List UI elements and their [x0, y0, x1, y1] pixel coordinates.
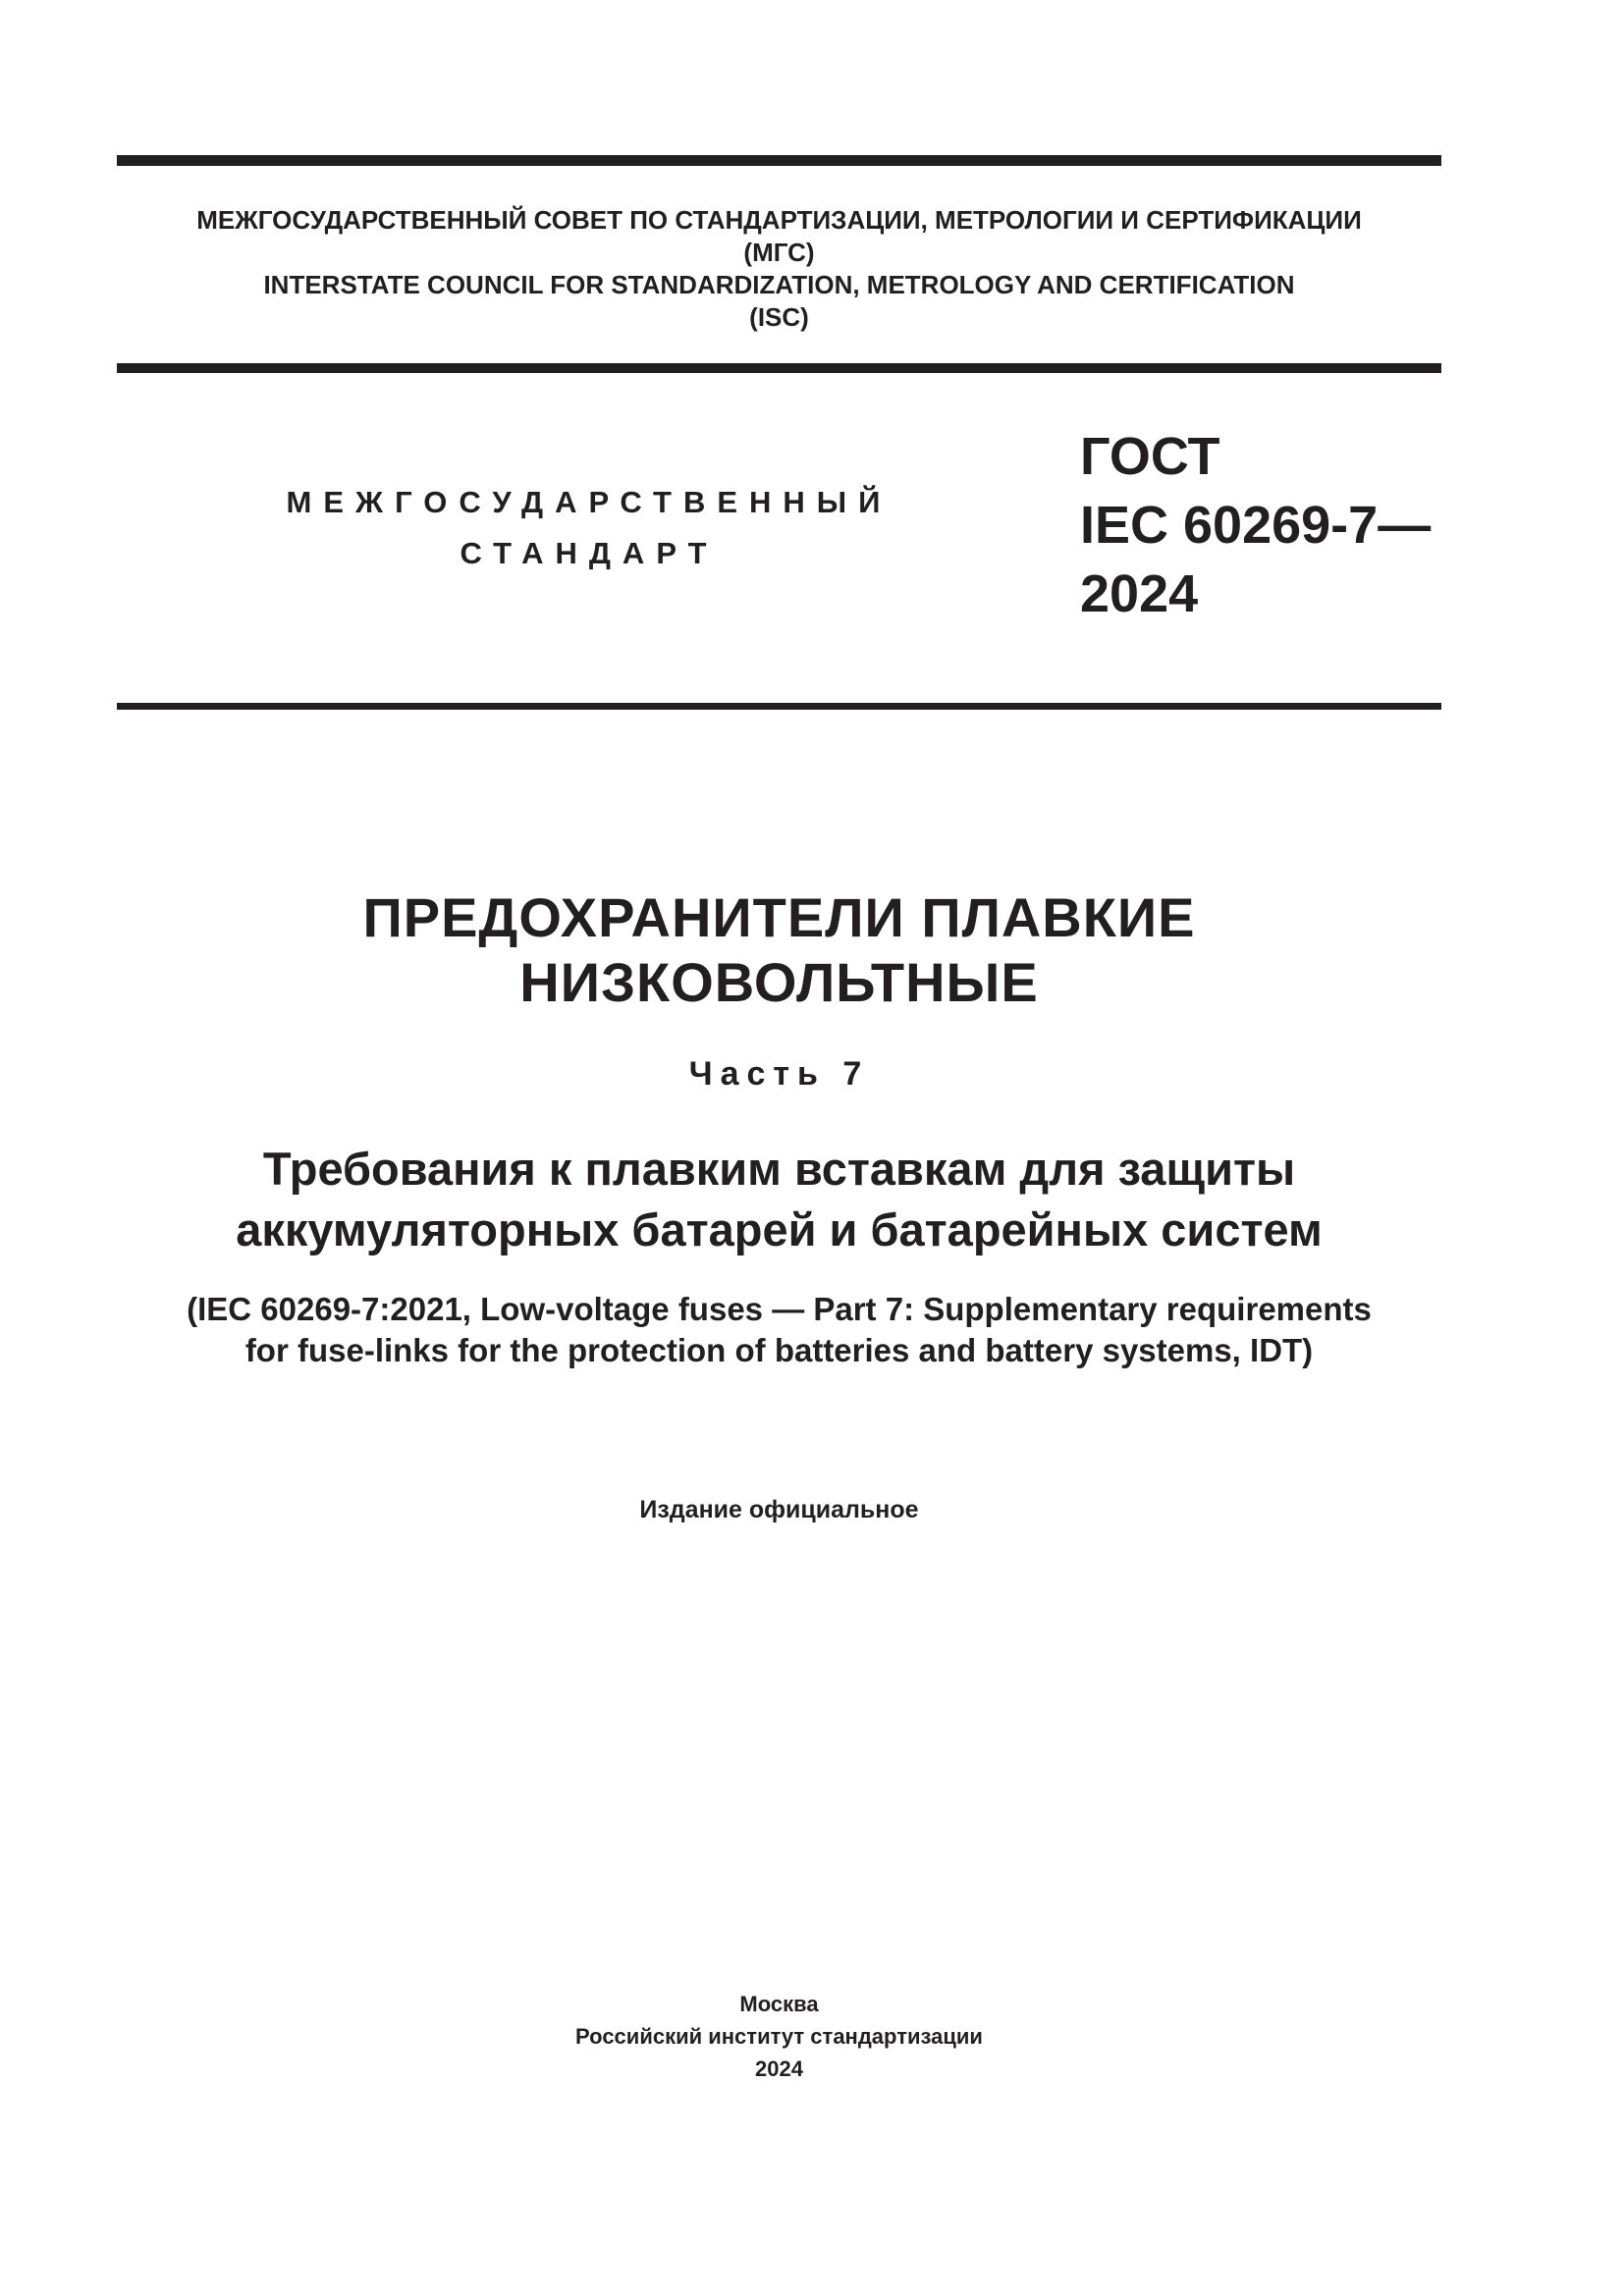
document-subtitle-line2: аккумуляторных батарей и батарейных систем — [236, 1203, 1323, 1255]
council-header — [117, 204, 1441, 334]
lower-divider — [117, 703, 1441, 710]
standard-type — [245, 477, 933, 579]
standard-code-line1: ГОСТ — [1080, 427, 1220, 486]
part-number — [117, 1052, 1441, 1095]
standard-code-line3: 2024 — [1080, 564, 1199, 623]
imprint — [117, 1988, 1441, 2085]
document-title — [117, 885, 1441, 1015]
iec-reference-line2: for fuse-links for the protection of batteries and battery systems, IDT) — [244, 1332, 1314, 1368]
edition-note — [117, 1494, 1441, 1525]
iec-reference — [117, 1289, 1441, 1371]
document-title-line1: ПРЕДОХРАНИТЕЛИ ПЛАВКИЕ — [362, 886, 1196, 948]
standard-type-line2: СТАНДАРТ — [460, 536, 719, 570]
council-abbr-ru: (МГС) — [743, 238, 815, 267]
imprint-publisher: Российский институт стандартизации — [575, 2024, 983, 2049]
standard-code — [1080, 422, 1431, 628]
council-name-en: INTERSTATE COUNCIL FOR STANDARDIZATION, METROLOGY AND CERTIFICATION — [263, 270, 1295, 299]
imprint-year: 2024 — [755, 2056, 803, 2081]
iec-reference-line1: (IEC 60269-7:2021, Low-voltage fuses — Part 7: Supplementary requirements — [187, 1291, 1372, 1327]
document-subtitle-line1: Требования к плавким вставкам для защиты — [262, 1143, 1296, 1195]
imprint-city: Москва — [739, 1992, 819, 2016]
document-subtitle — [117, 1139, 1441, 1260]
edition-label: Издание официальное — [639, 1496, 919, 1523]
standard-type-line1: МЕЖГОСУДАРСТВЕННЫЙ — [286, 485, 893, 519]
top-divider — [117, 155, 1441, 166]
middle-divider — [117, 363, 1441, 373]
part-label: Часть 7 — [688, 1055, 870, 1093]
council-abbr-en: (ISC) — [749, 302, 809, 332]
council-name-ru: МЕЖГОСУДАРСТВЕННЫЙ СОВЕТ ПО СТАНДАРТИЗАЦИИ, МЕТРОЛОГИИ И СЕРТИФИКАЦИИ — [196, 205, 1362, 235]
document-title-line2: НИЗКОВОЛЬТНЫЕ — [519, 951, 1039, 1013]
standard-code-line2: IEC 60269-7— — [1080, 496, 1432, 555]
